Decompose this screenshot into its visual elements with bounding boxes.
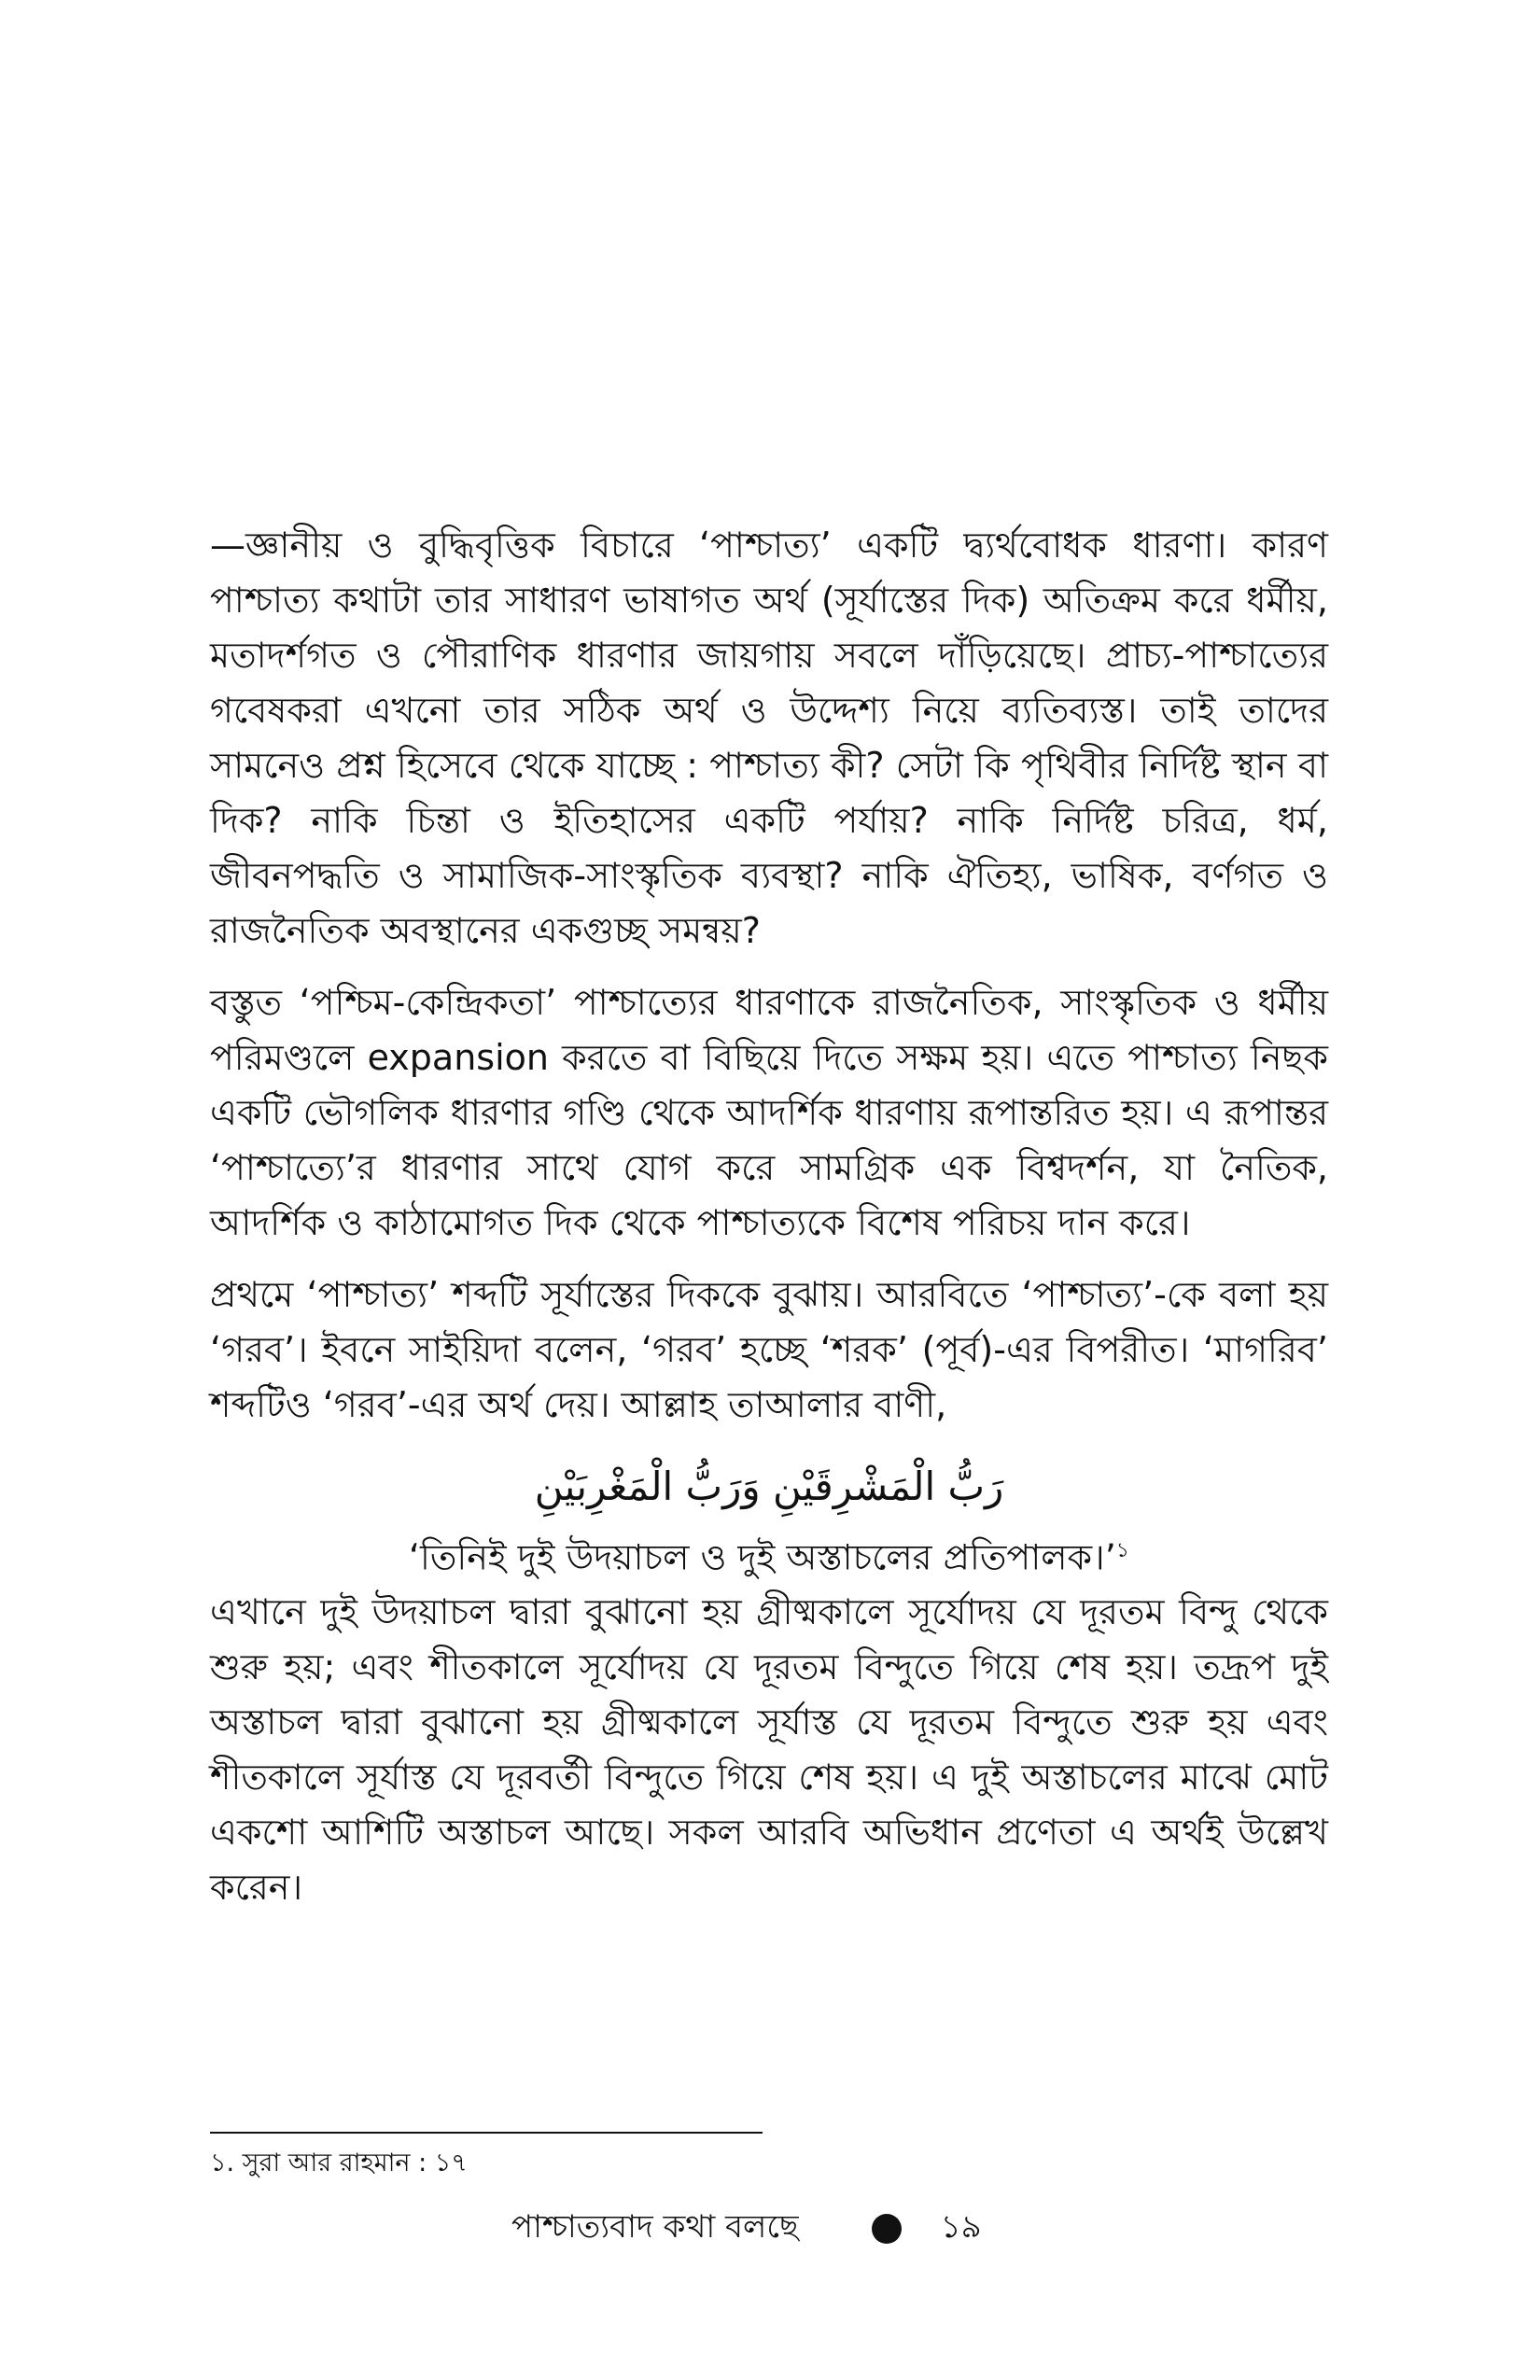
footnote: ১. সুরা আর রাহমান : ১৭ (210, 2149, 468, 2177)
page-number: ১৯ (940, 2207, 982, 2246)
arabic-verse: رَبُّ الْمَشْرِقَيْنِ وَرَبُّ الْمَغْرِبَيْنِ (534, 1463, 1004, 1509)
page-body (210, 518, 1328, 1932)
footnote-divider (210, 2132, 763, 2134)
paragraph: প্রথমে ‘পাশ্চাত্য’ শব্দটি সূর্যাস্তের দিককে বুঝায়। আরবিতে ‘পাশ্চাত্য’-কে বলা হয় ‘গরব’। ইবনে সাইয়িদা বলেন, ‘গরব’ হচ্ছে ‘শরক’ (পূর্ব)-এর বিপরীত। ‘মাগরিব’ শব্দটিও ‘গরব’-এর অর্থ দেয়। আল্লাহ তাআলার বাণী, (210, 1274, 1328, 1425)
footnote-marker: ১ (1115, 1539, 1130, 1562)
explanation-paragraph: এখানে দুই উদয়াচল দ্বারা বুঝানো হয় গ্রীষ্মকালে সূর্যোদয় যে দূরতম বিন্দু থেকে শুরু হয়; এবং শীতকালে সূর্যোদয় যে দূরতম বিন্দুতে গিয়ে শেষ হয়। তদ্রূপ দুই অস্তাচল দ্বারা বুঝানো হয় গ্রীষ্মকালে সূর্যাস্ত যে দূরতম বিন্দুতে শুরু হয় এবং শীতকালে সূর্যাস্ত যে দূরবর্তী বিন্দুতে গিয়ে শেষ হয়। এ দুই অস্তাচলের মাঝে মোট একশো আশিটি অস্তাচল আছে। সকল আরবি অভিধান প্রণেতা এ অর্থই উল্লেখ করেন। (210, 1590, 1328, 1908)
book-title: পাশ্চাত্যবাদ কথা বলছে (511, 2207, 799, 2246)
paragraph: —জ্ঞানীয় ও বুদ্ধিবৃত্তিক বিচারে ‘পাশ্চাত্য’ একটি দ্ব্যর্থবোধক ধারণা। কারণ পাশ্চাত্য কথাটা তার সাধারণ ভাষাগত অর্থ (সূর্যাস্তের দিক) অতিক্রম করে ধর্মীয়, মতাদর্শগত ও পৌরাণিক ধারণার জায়গায় সবলে দাঁড়িয়েছে। প্রাচ্য-পাশ্চাত্যের গবেষকরা এখনো তার সঠিক অর্থ ও উদ্দেশ্য নিয়ে ব্যতিব্যস্ত। তাই তাদের সামনেও প্রশ্ন হিসেবে থেকে যাচ্ছে : পাশ্চাত্য কী? সেটা কি পৃথিবীর নির্দিষ্ট স্থান বা দিক? নাকি চিন্তা ও ইতিহাসের একটি পর্যায়? নাকি নির্দিষ্ট চরিত্র, ধর্ম, জীবনপদ্ধতি ও সামাজিক-সাংস্কৃতিক ব্যবস্থা? নাকি ঐতিহ্য, ভাষিক, বর্ণগত ও রাজনৈতিক অবস্থানের একগুচ্ছ সমন্বয়? (210, 525, 1328, 951)
verse-translation-text: ‘তিনিই দুই উদয়াচল ও দুই অস্তাচলের প্রতিপালক।’ (408, 1536, 1116, 1578)
paragraph: বস্তুত ‘পশ্চিম-কেন্দ্রিকতা’ পাশ্চাত্যের ধারণাকে রাজনৈতিক, সাংস্কৃতিক ও ধর্মীয় পরিমণ্ডলে expansion করতে বা বিছিয়ে দিতে সক্ষম হয়। এতে পাশ্চাত্য নিছক একটি ভৌগলিক ধারণার গণ্ডি থেকে আদর্শিক ধারণায় রূপান্তরিত হয়। এ রূপান্তর ‘পাশ্চাত্যে’র ধারণার সাথে যোগ করে সামগ্রিক এক বিশ্বদর্শন, যা নৈতিক, আদর্শিক ও কাঠামোগত দিক থেকে পাশ্চাত্যকে বিশেষ পরিচয় দান করে। (210, 982, 1328, 1243)
page-footer (511, 2205, 982, 2253)
verse-translation (210, 1524, 1328, 1585)
bullet-icon (872, 2214, 902, 2244)
